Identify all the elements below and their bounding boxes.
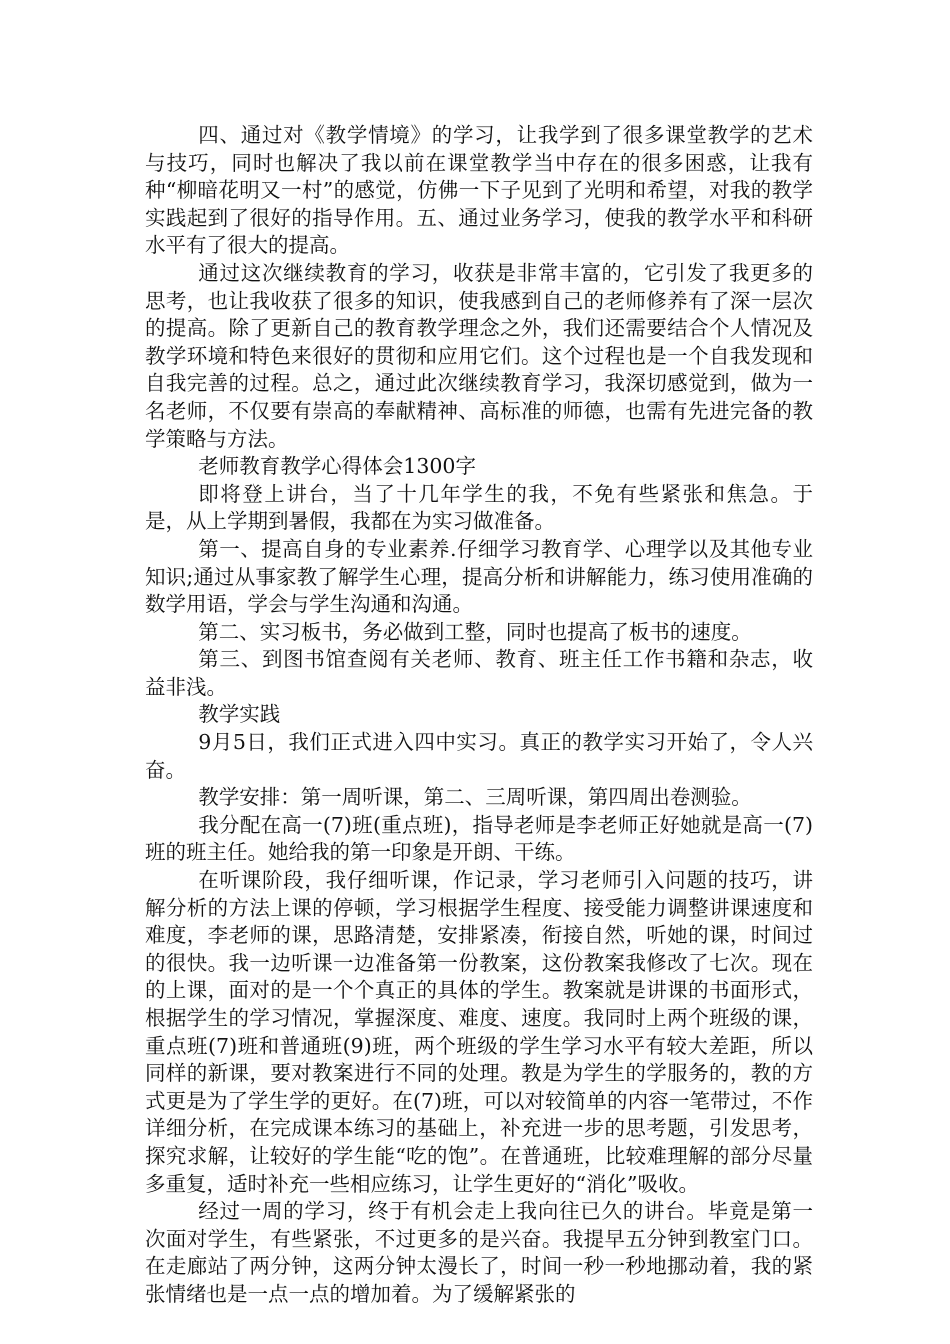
paragraph-continuing-education: 通过这次继续教育的学习，收获是非常丰富的，它引发了我更多的思考，也让我收获了很多的知识，使我感到自己的老师修养有了深一层次的提高。除了更新自己的教育教学理念之外，我们还需要结合个人情况及教学环境和特色来很好的贯彻和应用它们。这个过程也是一个自我发现和自我完善的过程。总之，通过此次继续教育学习，我深切感觉到，做为一名老师，不仅要有崇高的奉献精神、高标准的师德，也需有先进完备的教学策略与方法。 bbox=[145, 260, 813, 451]
paragraph-preparation: 即将登上讲台，当了十几年学生的我，不免有些紧张和焦急。于是，从上学期到暑假，我都在为实习做准备。 bbox=[145, 481, 813, 534]
paragraph-observation: 在听课阶段，我仔细听课，作记录，学习老师引入问题的技巧，讲解分析的方法上课的停顿，学习根据学生程度、接受能力调整讲课速度和难度，李老师的课，思路清楚，安排紧凑，衔接自然，听她的课，时间过的很快。我一边听课一边准备第一份教案，这份教案我修改了七次。现在的上课，面对的是一个个真正的具体的学生。教案就是讲课的书面形式，根据学生的学习情况，掌握深度、难度、速度。我同时上两个班级的课，重点班(7)班和普通班(9)班，两个班级的学生学习水平有较大差距，所以同样的新课，要对教案进行不同的处理。教是为学生的学服务的，教的方式更是为了学生学的更好。在(7)班，可以对较简单的内容一笔带过，不作详细分析，在完成课本练习的基础上，补充进一步的思考题，引发思考，探究求解，让较好的学生能“吃的饱”。在普通班，比较难理解的部分尽量多重复，适时补充一些相应练习，让学生更好的“消化”吸收。 bbox=[145, 868, 813, 1196]
document-body bbox=[145, 122, 813, 1309]
paragraph-schedule: 教学安排：第一周听课，第二、三周听课，第四周出卷测验。 bbox=[198, 785, 752, 810]
paragraph-third-point: 第三、到图书馆查阅有关老师、教育、班主任工作书籍和杂志，收益非浅。 bbox=[145, 647, 813, 699]
paragraph-class-assignment: 我分配在高一(7)班(重点班)，指导老师是李老师正好她就是高一(7)班的班主任。她给我的第一印象是开朗、干练。 bbox=[145, 812, 813, 865]
section-heading-practice: 教学实践 bbox=[198, 702, 281, 727]
paragraph-teaching-situation: 四、通过对《教学情境》的学习，让我学到了很多课堂教学的艺术与技巧，同时也解决了我以前在课堂教学当中存在的很多困惑，让我有种“柳暗花明又一村”的感觉，仿佛一下子见到了光明和希望，对我的教学实践起到了很好的指导作用。五、通过业务学习，使我的教学水平和科研水平有了很大的提高。 bbox=[145, 123, 813, 258]
section-heading-experience: 老师教育教学心得体会1300字 bbox=[198, 454, 476, 479]
paragraph-first-lesson: 经过一周的学习，终于有机会走上我向往已久的讲台。毕竟是第一次面对学生，有些紧张，不过更多的是兴奋。我提早五分钟到教室门口。在走廊站了两分钟，这两分钟太漫长了，时间一秒一秒地挪动着，我的紧张情绪也是一点一点的增加着。为了缓解紧张的 bbox=[145, 1199, 813, 1306]
paragraph-second-point: 第二、实习板书，务必做到工整，同时也提高了板书的速度。 bbox=[198, 619, 752, 644]
paragraph-internship-start: 9月5日，我们正式进入四中实习。真正的教学实习开始了，令人兴奋。 bbox=[145, 730, 813, 782]
paragraph-first-point: 第一、提高自身的专业素养.仔细学习教育学、心理学以及其他专业知识;通过从事家教了解学生心理，提高分析和讲解能力，练习使用准确的数学用语，学会与学生沟通和沟通。 bbox=[145, 536, 813, 617]
